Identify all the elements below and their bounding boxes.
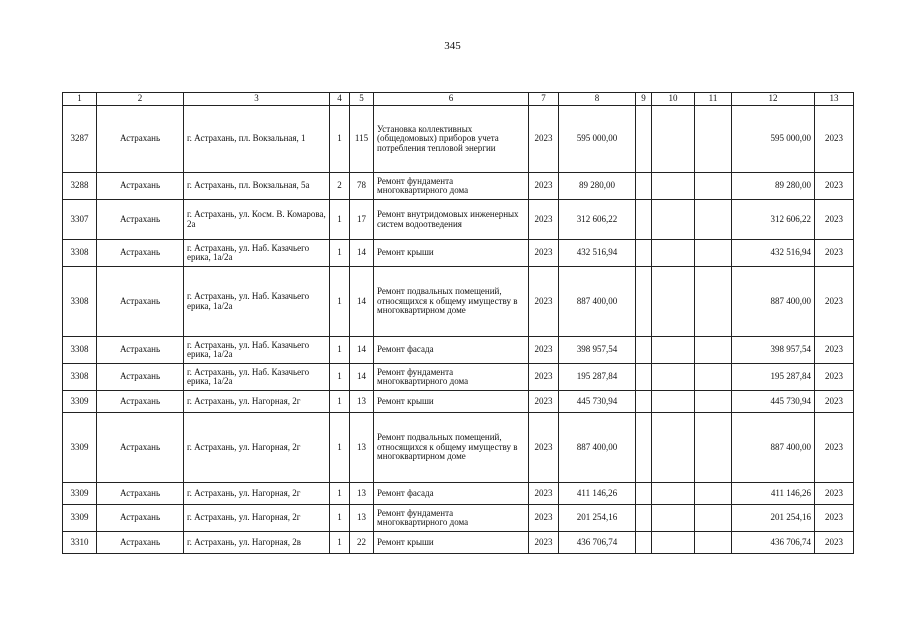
cell-col4: 1 xyxy=(330,505,350,532)
cell-col12: 195 287,84 xyxy=(732,364,815,391)
cell-col5: 14 xyxy=(350,267,374,337)
cell-col4: 1 xyxy=(330,483,350,505)
cell-col10 xyxy=(652,337,695,364)
table-row xyxy=(63,200,854,240)
cell-work: Ремонт крыши xyxy=(374,240,529,267)
cell-col8: 887 400,00 xyxy=(559,413,636,483)
table-row xyxy=(63,267,854,337)
cell-col8: 595 000,00 xyxy=(559,106,636,173)
cell-year: 2023 xyxy=(529,364,559,391)
cell-col12: 887 400,00 xyxy=(732,267,815,337)
cell-col13: 2023 xyxy=(815,337,854,364)
table-row xyxy=(63,364,854,391)
cell-work: Ремонт фундамента многоквартирного дома xyxy=(374,505,529,532)
cell-city: Астрахань xyxy=(97,200,184,240)
cell-col10 xyxy=(652,106,695,173)
column-header: 6 xyxy=(374,93,529,106)
cell-year: 2023 xyxy=(529,505,559,532)
table-row xyxy=(63,240,854,267)
cell-col10 xyxy=(652,391,695,413)
column-header: 13 xyxy=(815,93,854,106)
table-row xyxy=(63,483,854,505)
cell-col9 xyxy=(636,364,652,391)
cell-city: Астрахань xyxy=(97,505,184,532)
cell-work: Ремонт фундамента многоквартирного дома xyxy=(374,173,529,200)
cell-year: 2023 xyxy=(529,391,559,413)
cell-id: 3309 xyxy=(63,413,97,483)
cell-address: г. Астрахань, ул. Нагорная, 2г xyxy=(184,505,330,532)
cell-year: 2023 xyxy=(529,240,559,267)
cell-col9 xyxy=(636,413,652,483)
cell-col12: 445 730,94 xyxy=(732,391,815,413)
cell-year: 2023 xyxy=(529,413,559,483)
cell-col5: 14 xyxy=(350,364,374,391)
cell-city: Астрахань xyxy=(97,337,184,364)
cell-address: г. Астрахань, ул. Наб. Казачьего ерика, 1а/2а xyxy=(184,337,330,364)
table-row xyxy=(63,532,854,554)
cell-address: г. Астрахань, пл. Вокзальная, 5а xyxy=(184,173,330,200)
cell-id: 3309 xyxy=(63,483,97,505)
cell-col9 xyxy=(636,106,652,173)
cell-city: Астрахань xyxy=(97,240,184,267)
cell-work: Ремонт фасада xyxy=(374,337,529,364)
cell-col4: 1 xyxy=(330,267,350,337)
column-header: 3 xyxy=(184,93,330,106)
cell-col9 xyxy=(636,200,652,240)
cell-col13: 2023 xyxy=(815,106,854,173)
cell-work: Ремонт внутридомовых инженерных систем водоотведения xyxy=(374,200,529,240)
cell-col4: 1 xyxy=(330,532,350,554)
cell-city: Астрахань xyxy=(97,391,184,413)
cell-col5: 115 xyxy=(350,106,374,173)
cell-col9 xyxy=(636,240,652,267)
cell-address: г. Астрахань, ул. Наб. Казачьего ерика, 1а/2а xyxy=(184,240,330,267)
cell-year: 2023 xyxy=(529,483,559,505)
cell-year: 2023 xyxy=(529,532,559,554)
cell-col11 xyxy=(695,532,732,554)
cell-col11 xyxy=(695,337,732,364)
cell-col4: 1 xyxy=(330,200,350,240)
cell-col8: 312 606,22 xyxy=(559,200,636,240)
cell-col11 xyxy=(695,106,732,173)
column-header: 8 xyxy=(559,93,636,106)
cell-address: г. Астрахань, ул. Нагорная, 2в xyxy=(184,532,330,554)
cell-city: Астрахань xyxy=(97,413,184,483)
cell-id: 3309 xyxy=(63,505,97,532)
cell-col10 xyxy=(652,173,695,200)
cell-id: 3287 xyxy=(63,106,97,173)
cell-col11 xyxy=(695,505,732,532)
cell-address: г. Астрахань, пл. Вокзальная, 1 xyxy=(184,106,330,173)
cell-col11 xyxy=(695,267,732,337)
table-row xyxy=(63,391,854,413)
cell-col13: 2023 xyxy=(815,173,854,200)
cell-col5: 22 xyxy=(350,532,374,554)
cell-col5: 17 xyxy=(350,200,374,240)
table-row xyxy=(63,106,854,173)
cell-col9 xyxy=(636,483,652,505)
cell-col11 xyxy=(695,391,732,413)
cell-col11 xyxy=(695,364,732,391)
cell-col11 xyxy=(695,413,732,483)
cell-col13: 2023 xyxy=(815,267,854,337)
cell-col10 xyxy=(652,532,695,554)
cell-address: г. Астрахань, ул. Наб. Казачьего ерика, 1а/2а xyxy=(184,364,330,391)
column-header: 7 xyxy=(529,93,559,106)
cell-col4: 1 xyxy=(330,413,350,483)
cell-col11 xyxy=(695,483,732,505)
column-header: 12 xyxy=(732,93,815,106)
table-row xyxy=(63,505,854,532)
cell-id: 3308 xyxy=(63,240,97,267)
column-header: 5 xyxy=(350,93,374,106)
cell-col5: 78 xyxy=(350,173,374,200)
cell-col8: 432 516,94 xyxy=(559,240,636,267)
cell-col5: 13 xyxy=(350,505,374,532)
cell-col11 xyxy=(695,240,732,267)
cell-address: г. Астрахань, ул. Наб. Казачьего ерика, 1а/2а xyxy=(184,267,330,337)
cell-id: 3288 xyxy=(63,173,97,200)
cell-col12: 411 146,26 xyxy=(732,483,815,505)
cell-work: Ремонт крыши xyxy=(374,391,529,413)
cell-col5: 13 xyxy=(350,391,374,413)
cell-col9 xyxy=(636,391,652,413)
cell-col13: 2023 xyxy=(815,505,854,532)
cell-col10 xyxy=(652,505,695,532)
cell-col9 xyxy=(636,337,652,364)
cell-city: Астрахань xyxy=(97,267,184,337)
cell-year: 2023 xyxy=(529,337,559,364)
cell-col5: 13 xyxy=(350,483,374,505)
cell-address: г. Астрахань, ул. Косм. В. Комарова, 2а xyxy=(184,200,330,240)
cell-col4: 1 xyxy=(330,364,350,391)
cell-city: Астрахань xyxy=(97,106,184,173)
column-header: 9 xyxy=(636,93,652,106)
cell-id: 3310 xyxy=(63,532,97,554)
cell-col11 xyxy=(695,173,732,200)
column-header: 2 xyxy=(97,93,184,106)
cell-col10 xyxy=(652,267,695,337)
cell-col13: 2023 xyxy=(815,391,854,413)
column-header: 1 xyxy=(63,93,97,106)
column-header: 4 xyxy=(330,93,350,106)
cell-col8: 411 146,26 xyxy=(559,483,636,505)
cell-col12: 398 957,54 xyxy=(732,337,815,364)
cell-col9 xyxy=(636,173,652,200)
cell-col8: 195 287,84 xyxy=(559,364,636,391)
cell-col4: 1 xyxy=(330,337,350,364)
cell-col10 xyxy=(652,200,695,240)
cell-col5: 13 xyxy=(350,413,374,483)
cell-col9 xyxy=(636,505,652,532)
cell-col4: 1 xyxy=(330,106,350,173)
table-header-row xyxy=(63,93,854,106)
cell-col13: 2023 xyxy=(815,200,854,240)
cell-address: г. Астрахань, ул. Нагорная, 2г xyxy=(184,391,330,413)
column-header: 11 xyxy=(695,93,732,106)
cell-work: Ремонт подвальных помещений, относящихся к общему имуществу в многоквартирном доме xyxy=(374,267,529,337)
page-number: 345 xyxy=(444,40,461,52)
cell-col12: 436 706,74 xyxy=(732,532,815,554)
cell-id: 3307 xyxy=(63,200,97,240)
cell-col10 xyxy=(652,413,695,483)
cell-col13: 2023 xyxy=(815,240,854,267)
cell-col8: 398 957,54 xyxy=(559,337,636,364)
cell-col8: 445 730,94 xyxy=(559,391,636,413)
registry-table xyxy=(62,92,854,554)
cell-col13: 2023 xyxy=(815,532,854,554)
cell-col10 xyxy=(652,240,695,267)
cell-col8: 201 254,16 xyxy=(559,505,636,532)
cell-year: 2023 xyxy=(529,267,559,337)
cell-col8: 89 280,00 xyxy=(559,173,636,200)
cell-col11 xyxy=(695,200,732,240)
cell-col10 xyxy=(652,483,695,505)
cell-city: Астрахань xyxy=(97,483,184,505)
cell-col4: 2 xyxy=(330,173,350,200)
cell-col8: 436 706,74 xyxy=(559,532,636,554)
table-row xyxy=(63,413,854,483)
cell-year: 2023 xyxy=(529,200,559,240)
cell-year: 2023 xyxy=(529,173,559,200)
cell-work: Установка коллективных (общедомовых) приборов учета потребления тепловой энергии xyxy=(374,106,529,173)
column-header: 10 xyxy=(652,93,695,106)
cell-col13: 2023 xyxy=(815,413,854,483)
cell-col12: 887 400,00 xyxy=(732,413,815,483)
table-row xyxy=(63,173,854,200)
cell-work: Ремонт крыши xyxy=(374,532,529,554)
cell-work: Ремонт фундамента многоквартирного дома xyxy=(374,364,529,391)
cell-col12: 89 280,00 xyxy=(732,173,815,200)
cell-col9 xyxy=(636,267,652,337)
cell-col5: 14 xyxy=(350,337,374,364)
cell-col5: 14 xyxy=(350,240,374,267)
cell-col12: 201 254,16 xyxy=(732,505,815,532)
cell-city: Астрахань xyxy=(97,364,184,391)
cell-col12: 432 516,94 xyxy=(732,240,815,267)
cell-col4: 1 xyxy=(330,391,350,413)
cell-work: Ремонт подвальных помещений, относящихся к общему имуществу в многоквартирном доме xyxy=(374,413,529,483)
cell-id: 3308 xyxy=(63,337,97,364)
cell-col13: 2023 xyxy=(815,364,854,391)
cell-year: 2023 xyxy=(529,106,559,173)
cell-col8: 887 400,00 xyxy=(559,267,636,337)
cell-work: Ремонт фасада xyxy=(374,483,529,505)
cell-col13: 2023 xyxy=(815,483,854,505)
table-row xyxy=(63,337,854,364)
cell-address: г. Астрахань, ул. Нагорная, 2г xyxy=(184,483,330,505)
cell-id: 3308 xyxy=(63,364,97,391)
cell-col12: 595 000,00 xyxy=(732,106,815,173)
cell-id: 3308 xyxy=(63,267,97,337)
cell-col9 xyxy=(636,532,652,554)
cell-col10 xyxy=(652,364,695,391)
cell-address: г. Астрахань, ул. Нагорная, 2г xyxy=(184,413,330,483)
cell-col12: 312 606,22 xyxy=(732,200,815,240)
cell-city: Астрахань xyxy=(97,532,184,554)
cell-id: 3309 xyxy=(63,391,97,413)
cell-col4: 1 xyxy=(330,240,350,267)
cell-city: Астрахань xyxy=(97,173,184,200)
